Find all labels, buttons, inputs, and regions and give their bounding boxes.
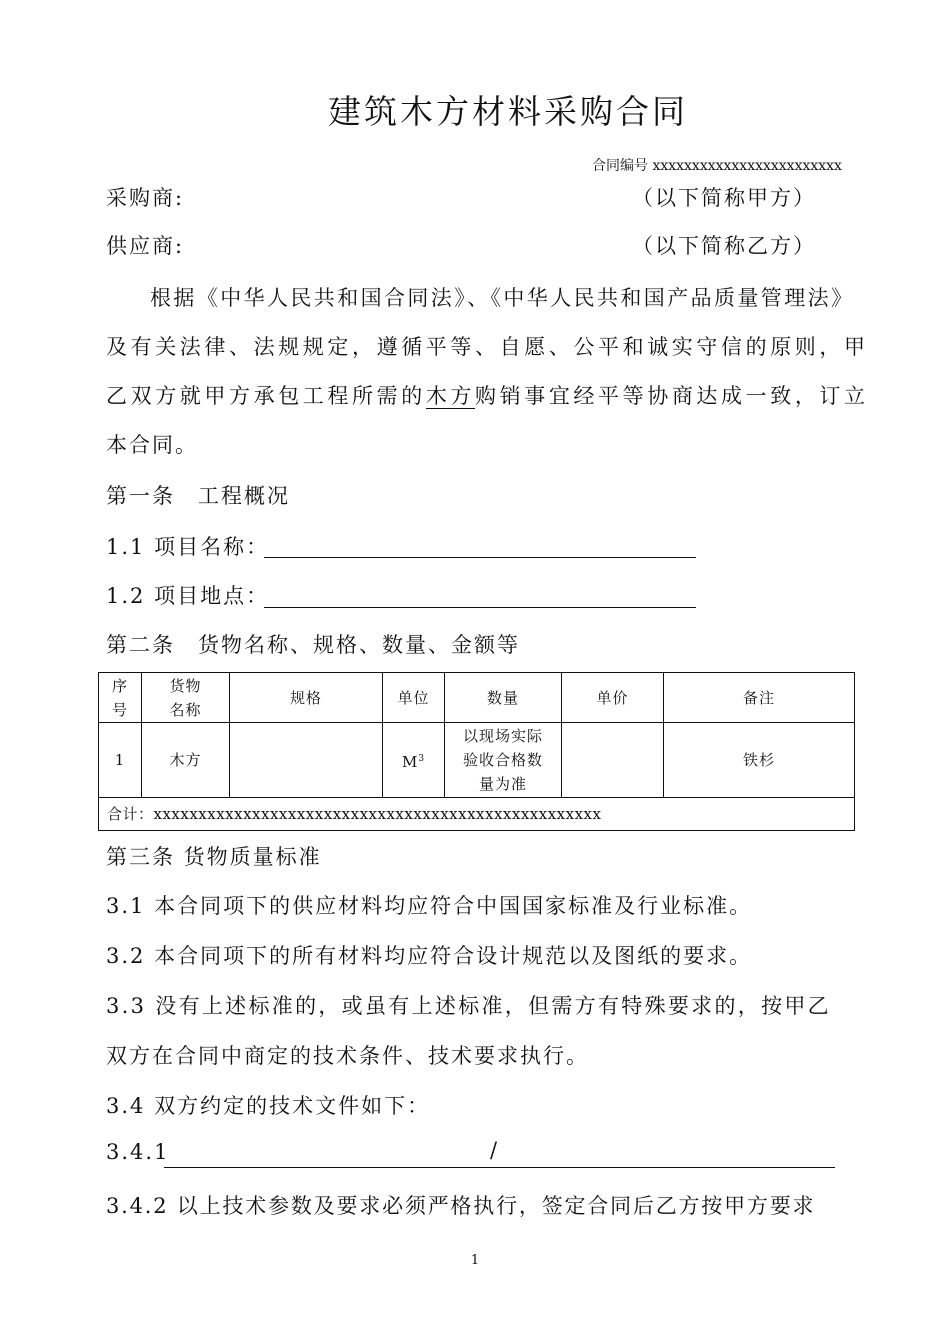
clause-3-4-1-label: 3.4.1	[106, 1140, 170, 1164]
buyer-alias: （以下简称甲方）	[632, 186, 816, 210]
cell-name: 木方	[142, 723, 230, 798]
header-name: 货物 名称	[142, 673, 230, 723]
buyer-label: 采购商:	[106, 186, 185, 210]
table-row	[99, 723, 855, 798]
header-remark: 备注	[664, 673, 855, 723]
total-cell: 合计：xxxxxxxxxxxxxxxxxxxxxxxxxxxxxxxxxxxxxxxxxxxxxxxxxx	[99, 798, 855, 831]
contract-number: 合同编号 xxxxxxxxxxxxxxxxxxxxxxxx	[592, 158, 842, 174]
cell-unit: $M^3$	[383, 723, 445, 798]
material-name: 木方	[425, 384, 476, 408]
article-3-heading: 第三条 货物质量标准	[106, 845, 322, 869]
cell-price[interactable]	[562, 723, 664, 798]
page-number: 1	[470, 1253, 480, 1268]
project-name-field[interactable]	[264, 557, 696, 558]
intro-line-4: 本合同。	[106, 433, 198, 457]
project-location-field[interactable]	[264, 607, 696, 608]
supplier-label: 供应商:	[106, 234, 185, 258]
clause-3-4-2: 3.4.2 以上技术参数及要求必须严格执行，签定合同后乙方按甲方要求	[106, 1194, 816, 1218]
cell-remark: 铁杉	[664, 723, 855, 798]
clause-3-2: 3.2 本合同项下的所有材料均应符合设计规范以及图纸的要求。	[106, 944, 753, 968]
article-2-heading: 第二条 货物名称、规格、数量、金额等	[106, 633, 520, 657]
clause-3-3-line-2: 双方在合同中商定的技术条件、技术要求执行。	[106, 1044, 589, 1068]
cell-qty: 以现场实际 验收合格数 量为准	[445, 723, 562, 798]
intro-line-3	[106, 380, 869, 410]
supplier-alias: （以下简称乙方）	[632, 234, 816, 258]
intro-line-3-pre: 乙双方就甲方承包工程所需的	[106, 384, 426, 408]
document-title: 建筑木方材料采购合同	[328, 92, 688, 131]
goods-table	[98, 672, 855, 831]
cell-seq: 1	[99, 723, 142, 798]
clause-3-4: 3.4 双方约定的技术文件如下：	[106, 1094, 431, 1118]
project-location-label: 1.2 项目地点：	[106, 584, 270, 608]
intro-line-2: 及有关法律、法规规定，遵循平等、自愿、公平和诚实守信的原则，甲	[106, 335, 869, 359]
intro-line-3-post: 购销事宜经平等协商达成一致，订立	[475, 384, 869, 408]
header-qty: 数量	[445, 673, 562, 723]
clause-3-3-line-1: 3.3 没有上述标准的，或虽有上述标准，但需方有特殊要求的，按甲乙	[106, 994, 831, 1018]
clause-3-4-1-value: /	[490, 1138, 500, 1162]
header-seq: 序 号	[99, 673, 142, 723]
clause-3-1: 3.1 本合同项下的供应材料均应符合中国国家标准及行业标准。	[106, 894, 753, 918]
table-header-row	[99, 673, 855, 723]
header-unit: 单位	[383, 673, 445, 723]
header-price: 单价	[562, 673, 664, 723]
article-1-heading: 第一条 工程概况	[106, 484, 290, 508]
clause-3-4-1-field[interactable]	[164, 1167, 835, 1168]
header-spec: 规格	[230, 673, 383, 723]
project-name-label: 1.1 项目名称：	[106, 535, 270, 559]
table-total-row	[99, 798, 855, 831]
cell-spec[interactable]	[230, 723, 383, 798]
intro-line-1: 根据《中华人民共和国合同法》、《中华人民共和国产品质量管理法》	[150, 286, 855, 310]
